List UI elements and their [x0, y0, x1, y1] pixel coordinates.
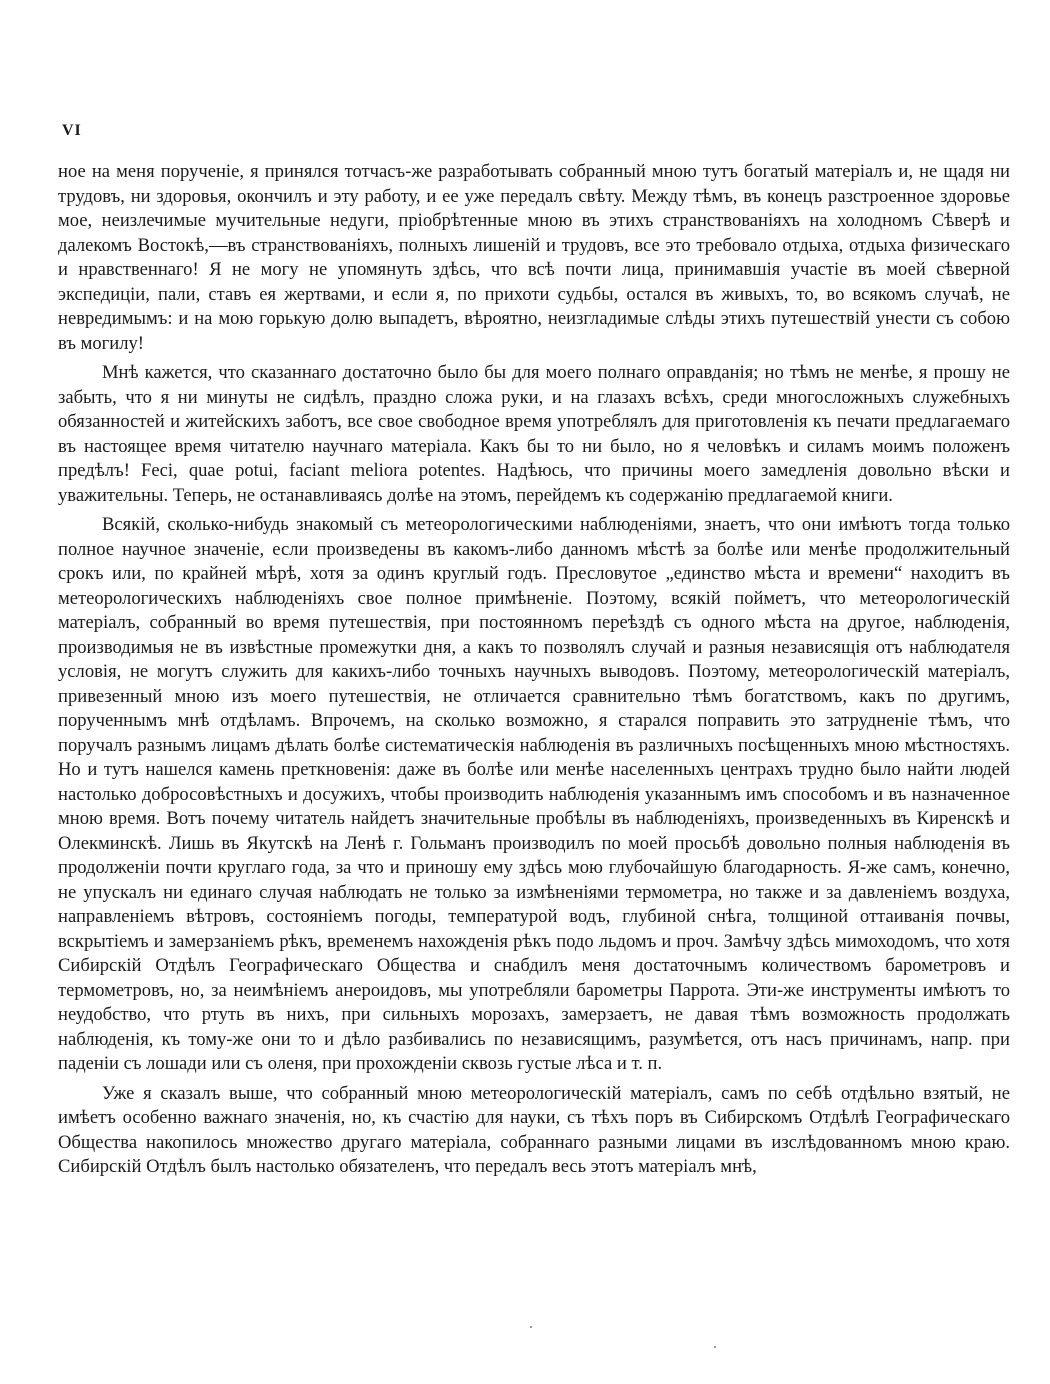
scan-speck	[530, 1326, 532, 1328]
page-number: VI	[62, 122, 82, 139]
paragraph-justification: Мнѣ кажется, что сказаннаго достаточно было бы для моего полнаго оправданія; но тѣмъ не менѣе, я прошу не забыть, что я ни минуты не сидѣлъ, праздно сложа руки, и на глазахъ всѣхъ, среди многосложныхъ служебныхъ обязанностей и житейскихъ заботъ, все свое свободное время употреблялъ для приготовленія къ печати предлагаемаго въ настоящее время читателю научнаго матеріала. Какъ бы то ни было, но я человѣкъ и силамъ моимъ положенъ предѣлъ! Feci, quae potui, faciant meliora potentes. Надѣюсь, что причины моего замедленія довольно вѣски и уважительны. Теперь, не останавливаясь долѣе на этомъ, перейдемъ къ содержанію предлагаемой книги.	[58, 362, 1010, 506]
paragraph-meteorological-observations: Всякій, сколько-нибудь знакомый съ метеорологическими наблюденіями, знаетъ, что они имѣютъ тогда только полное научное значеніе, если произведены въ какомъ-либо данномъ мѣстѣ за болѣе или менѣе продолжительный срокъ или, по крайней мѣрѣ, хотя за одинъ круглый годъ. Пресловутое „единство мѣста и времени“ находитъ въ метеорологическихъ наблюденіяхъ свое полное примѣненіе. Поэтому, всякій пойметъ, что метеорологическій матеріалъ, собранный во время путешествія, при постоянномъ переѣздѣ съ одного мѣста на другое, наблюденія, производимыя не въ извѣстные промежутки дня, а какъ то позволялъ случай и разныя независящія отъ наблюдателя условія, не могутъ служить для какихъ-либо точныхъ научныхъ выводовъ. Поэтому, метеорологическій матеріалъ, привезенный мною изъ моего путешествія, не отличается сравнительно тѣмъ богатствомъ, какъ по другимъ, порученнымъ мнѣ отдѣламъ. Впрочемъ, на сколько возможно, я старался поправить это затрудненіе тѣмъ, что поручалъ разнымъ лицамъ дѣлать болѣе систематическія наблюденія въ различныхъ посѣщенныхъ мною мѣстностяхъ. Но и тутъ нашелся камень преткновенія: даже въ болѣе или менѣе населенныхъ центрахъ трудно было найти людей настолько добросовѣстныхъ и досужихъ, чтобы производить наблюденія указаннымъ имъ способомъ и въ назначенное мною время. Вотъ почему читатель найдетъ значительные пробѣлы въ наблюденіяхъ, произведенныхъ въ Киренскѣ и Олекминскѣ. Лишь въ Якутскѣ на Ленѣ г. Гольманъ производилъ по моей просьбѣ довольно полныя наблюденія въ продолженіи почти круглаго года, за что и приношу ему здѣсь мою глубочайшую благодарность. Я-же самъ, конечно, не упускалъ ни единаго случая наблюдать не только за измѣненіями термометра, но также и за давленіемъ воздуха, направленіемъ вѣтровъ, состояніемъ погоды, температурой водъ, глубиной снѣга, толщиной оттаиванія почвы, вскрытіемъ и замерзаніемъ рѣкъ, временемъ нахожденія рѣкъ подо льдомъ и проч. Замѣчу здѣсь мимоходомъ, что хотя Сибирскій Отдѣлъ Географическаго Общества и снабдилъ меня достаточнымъ количествомъ барометровъ и термометровъ, но, за неимѣніемъ анероидовъ, мы употребляли барометры Паррота. Эти-же инструменты имѣютъ то неудобство, что ртуть въ нихъ, при сильныхъ морозахъ, замерзаетъ, не давая тѣмъ возможность продолжать наблюденія, къ тому-же они то и дѣло разбивались по независящимъ, разумѣется, отъ насъ причинамъ, напр. при паденіи съ лошади или съ оленя, при прохожденіи сквозь густые лѣса и т. п.	[58, 514, 1010, 1074]
paragraph-continuation: ное на меня порученіе, я принялся тотчасъ-же разработывать собранный мною тутъ богатый матеріалъ и, не щадя ни трудовъ, ни здоровья, окончилъ и эту работу, и ее уже передалъ свѣту. Между тѣмъ, въ конецъ разстроенное здоровье мое, неизлечимые мучительные недуги, пріобрѣтенные мною въ этихъ странствованіяхъ на холодномъ Сѣверѣ и далекомъ Востокѣ,—въ странствованіяхъ, полныхъ лишеній и трудовъ, все это требовало отдыха, отдыха физическаго и нравственнаго! Я не могу не упомянуть здѣсь, что всѣ почти лица, принимавшія участіе въ моей сѣверной экспедиціи, пали, ставъ ея жертвами, и если я, по прихоти судьбы, остался въ живыхъ, то, во всякомъ случаѣ, не невредимымъ: и на мою горькую долю выпадетъ, вѣроятно, неизгладимые слѣды этихъ путешествій унести съ собою въ могилу!	[58, 161, 1010, 354]
body-text	[58, 160, 1010, 1180]
paragraph-siberian-department: Уже я сказалъ выше, что собранный мною метеорологическій матеріалъ, самъ по себѣ отдѣльно взятый, не имѣетъ особенно важнаго значенія, но, къ счастію для науки, съ тѣхъ поръ въ Сибирскомъ Отдѣлѣ Географическаго Общества накопилось множество другаго матеріала, собраннаго разными лицами въ изслѣдованномъ мною краю. Сибирскій Отдѣлъ былъ настолько обязателенъ, что передалъ весь этотъ матеріалъ мнѣ,	[58, 1082, 1010, 1177]
scan-speck	[714, 1346, 716, 1348]
